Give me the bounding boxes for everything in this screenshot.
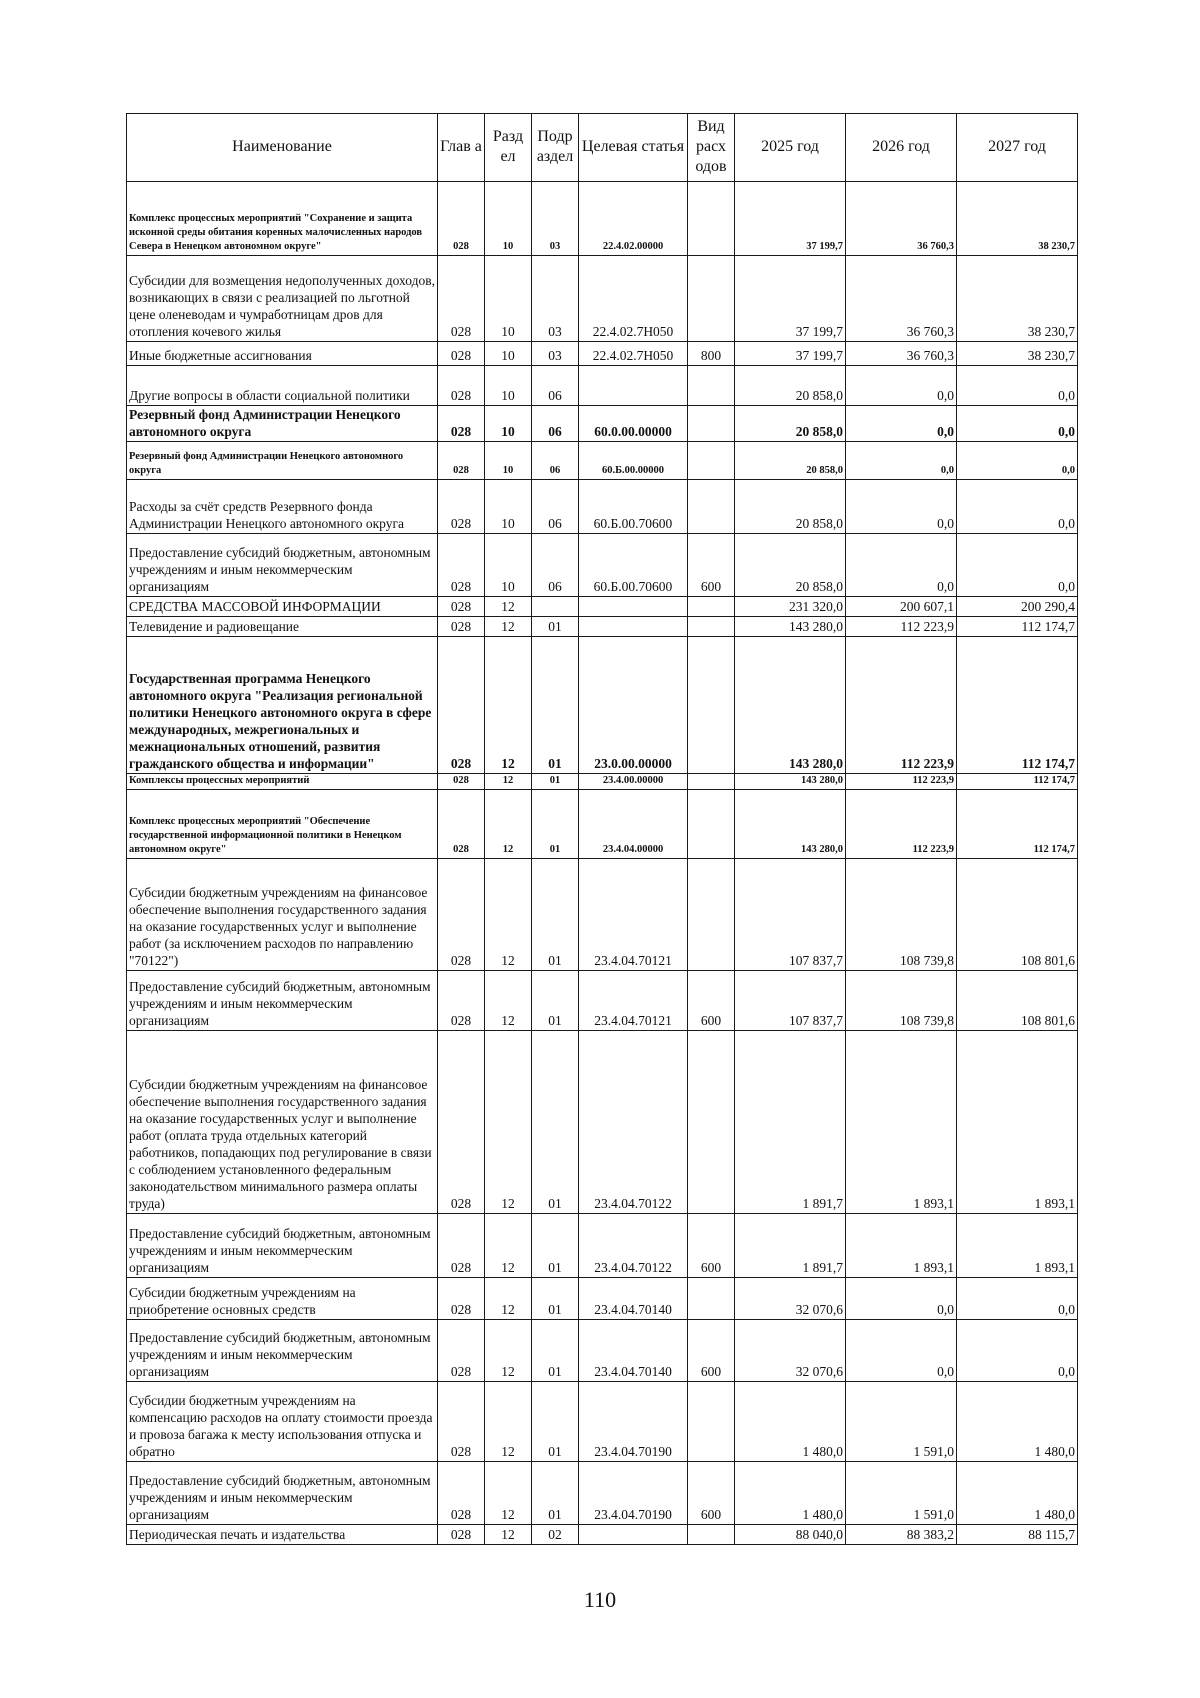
row-amount-2026: 1 893,1	[846, 1031, 957, 1214]
row-amount-2026: 1 591,0	[846, 1462, 957, 1525]
row-amount-2025: 107 837,7	[735, 971, 846, 1031]
row-amount-2027: 38 230,7	[957, 342, 1078, 366]
row-amount-2027: 108 801,6	[957, 859, 1078, 971]
row-amount-2026: 0,0	[846, 1278, 957, 1320]
row-podrazdel: 06	[532, 480, 579, 534]
row-glava: 028	[438, 442, 485, 480]
row-amount-2026: 0,0	[846, 480, 957, 534]
row-glava: 028	[438, 971, 485, 1031]
row-expense-type	[688, 442, 735, 480]
row-amount-2027: 112 174,7	[957, 774, 1078, 790]
budget-table	[126, 113, 1078, 1545]
table-row	[127, 534, 1078, 597]
row-name: Субсидии бюджетным учреждениям на приобретение основных средств	[127, 1278, 438, 1320]
table-header-row	[127, 114, 1078, 182]
row-amount-2027: 108 801,6	[957, 971, 1078, 1031]
row-amount-2025: 1 891,7	[735, 1031, 846, 1214]
row-expense-type	[688, 774, 735, 790]
table-row	[127, 1031, 1078, 1214]
page-number: 110	[583, 1587, 617, 1612]
row-amount-2025: 143 280,0	[735, 774, 846, 790]
row-amount-2025: 37 199,7	[735, 256, 846, 342]
table-row	[127, 1214, 1078, 1278]
row-podrazdel: 03	[532, 256, 579, 342]
row-glava: 028	[438, 342, 485, 366]
table-row	[127, 442, 1078, 480]
row-amount-2027: 112 174,7	[957, 617, 1078, 637]
row-glava: 028	[438, 366, 485, 406]
table-row	[127, 256, 1078, 342]
row-podrazdel: 01	[532, 859, 579, 971]
row-amount-2026: 0,0	[846, 442, 957, 480]
row-name: Субсидии бюджетным учреждениям на компенсацию расходов на оплату стоимости проезда и провоза багажа к месту использования отпуска и обратно	[127, 1382, 438, 1462]
row-amount-2027: 112 174,7	[957, 790, 1078, 859]
row-target-article: 23.4.04.70190	[579, 1462, 688, 1525]
row-glava: 028	[438, 1525, 485, 1545]
row-name: Резервный фонд Администрации Ненецкого автономного округа	[127, 442, 438, 480]
row-razdel: 12	[485, 1462, 532, 1525]
row-amount-2026: 112 223,9	[846, 774, 957, 790]
row-podrazdel: 01	[532, 1214, 579, 1278]
row-expense-type	[688, 1382, 735, 1462]
row-amount-2025: 143 280,0	[735, 790, 846, 859]
row-podrazdel: 01	[532, 637, 579, 774]
row-expense-type	[688, 182, 735, 256]
row-name: Предоставление субсидий бюджетным, автономным учреждениям и иным некоммерческим организациям	[127, 1214, 438, 1278]
row-target-article: 23.4.04.70121	[579, 859, 688, 971]
row-expense-type: 600	[688, 971, 735, 1031]
row-amount-2026: 108 739,8	[846, 971, 957, 1031]
table-row	[127, 406, 1078, 442]
row-glava: 028	[438, 790, 485, 859]
row-expense-type	[688, 859, 735, 971]
row-expense-type	[688, 1031, 735, 1214]
row-podrazdel: 01	[532, 1462, 579, 1525]
row-glava: 028	[438, 256, 485, 342]
row-amount-2027: 0,0	[957, 1278, 1078, 1320]
row-expense-type	[688, 366, 735, 406]
row-amount-2027: 1 480,0	[957, 1462, 1078, 1525]
row-amount-2026: 36 760,3	[846, 256, 957, 342]
table-row	[127, 342, 1078, 366]
row-podrazdel: 06	[532, 406, 579, 442]
row-podrazdel: 01	[532, 790, 579, 859]
row-razdel: 10	[485, 442, 532, 480]
row-podrazdel	[532, 597, 579, 617]
table-row	[127, 617, 1078, 637]
row-amount-2025: 107 837,7	[735, 859, 846, 971]
row-amount-2026: 36 760,3	[846, 342, 957, 366]
row-amount-2025: 20 858,0	[735, 406, 846, 442]
table-body	[127, 182, 1078, 1545]
row-razdel: 12	[485, 1278, 532, 1320]
row-expense-type	[688, 637, 735, 774]
row-amount-2025: 20 858,0	[735, 534, 846, 597]
row-target-article	[579, 1525, 688, 1545]
row-razdel: 10	[485, 534, 532, 597]
row-target-article: 60.0.00.00000	[579, 406, 688, 442]
row-target-article: 23.4.04.70121	[579, 971, 688, 1031]
row-amount-2026: 200 607,1	[846, 597, 957, 617]
row-razdel: 10	[485, 406, 532, 442]
row-razdel: 12	[485, 774, 532, 790]
row-expense-type	[688, 406, 735, 442]
row-glava: 028	[438, 1031, 485, 1214]
table-row	[127, 1320, 1078, 1382]
header-year-2027: 2027 год	[957, 114, 1078, 182]
row-razdel: 12	[485, 1320, 532, 1382]
row-amount-2027: 0,0	[957, 442, 1078, 480]
row-amount-2025: 20 858,0	[735, 480, 846, 534]
row-podrazdel: 01	[532, 774, 579, 790]
row-expense-type	[688, 597, 735, 617]
row-amount-2027: 1 480,0	[957, 1382, 1078, 1462]
row-target-article: 22.4.02.7Н050	[579, 256, 688, 342]
row-amount-2027: 200 290,4	[957, 597, 1078, 617]
row-glava: 028	[438, 480, 485, 534]
row-expense-type: 600	[688, 1320, 735, 1382]
row-razdel: 12	[485, 1382, 532, 1462]
row-amount-2027: 0,0	[957, 534, 1078, 597]
row-amount-2026: 0,0	[846, 366, 957, 406]
row-amount-2025: 88 040,0	[735, 1525, 846, 1545]
row-amount-2025: 37 199,7	[735, 342, 846, 366]
row-podrazdel: 03	[532, 182, 579, 256]
row-target-article: 22.4.02.00000	[579, 182, 688, 256]
row-amount-2026: 1 591,0	[846, 1382, 957, 1462]
row-razdel: 12	[485, 790, 532, 859]
row-name: Комплекс процессных мероприятий "Обеспечение государственной информационной политики в Ненецком автономном округе"	[127, 790, 438, 859]
row-amount-2027: 0,0	[957, 406, 1078, 442]
header-expense-type: Вид расх одов	[688, 114, 735, 182]
row-razdel: 12	[485, 859, 532, 971]
row-expense-type	[688, 480, 735, 534]
row-amount-2025: 20 858,0	[735, 442, 846, 480]
row-name: Комплекс процессных мероприятий "Сохранение и защита исконной среды обитания коренных малочисленных народов Севера в Ненецком автономном округе"	[127, 182, 438, 256]
row-razdel: 12	[485, 1031, 532, 1214]
row-amount-2026: 112 223,9	[846, 637, 957, 774]
row-amount-2025: 143 280,0	[735, 637, 846, 774]
row-podrazdel: 01	[532, 971, 579, 1031]
row-name: Комплексы процессных мероприятий	[127, 774, 438, 790]
row-amount-2026: 112 223,9	[846, 617, 957, 637]
row-amount-2025: 1 891,7	[735, 1214, 846, 1278]
row-podrazdel: 06	[532, 534, 579, 597]
row-amount-2026: 0,0	[846, 534, 957, 597]
row-glava: 028	[438, 1214, 485, 1278]
row-glava: 028	[438, 859, 485, 971]
row-razdel: 12	[485, 637, 532, 774]
row-expense-type	[688, 1278, 735, 1320]
row-podrazdel: 01	[532, 1031, 579, 1214]
row-amount-2025: 1 480,0	[735, 1462, 846, 1525]
row-target-article: 60.Б.00.70600	[579, 534, 688, 597]
row-target-article: 22.4.02.7Н050	[579, 342, 688, 366]
row-target-article: 23.4.04.70140	[579, 1320, 688, 1382]
row-expense-type	[688, 256, 735, 342]
row-amount-2025: 231 320,0	[735, 597, 846, 617]
row-amount-2026: 1 893,1	[846, 1214, 957, 1278]
row-name: Предоставление субсидий бюджетным, автономным учреждениям и иным некоммерческим организациям	[127, 1462, 438, 1525]
row-amount-2027: 88 115,7	[957, 1525, 1078, 1545]
table-row	[127, 637, 1078, 774]
row-glava: 028	[438, 1320, 485, 1382]
row-amount-2027: 38 230,7	[957, 256, 1078, 342]
row-target-article	[579, 366, 688, 406]
header-year-2026: 2026 год	[846, 114, 957, 182]
row-razdel: 12	[485, 1214, 532, 1278]
row-target-article: 23.0.00.00000	[579, 637, 688, 774]
table-row	[127, 971, 1078, 1031]
row-target-article: 23.4.00.00000	[579, 774, 688, 790]
row-razdel: 10	[485, 366, 532, 406]
table-row	[127, 1462, 1078, 1525]
row-amount-2025: 37 199,7	[735, 182, 846, 256]
row-amount-2025: 32 070,6	[735, 1320, 846, 1382]
table-row	[127, 1382, 1078, 1462]
table-row	[127, 859, 1078, 971]
row-amount-2026: 0,0	[846, 1320, 957, 1382]
row-target-article	[579, 597, 688, 617]
header-glava: Глав а	[438, 114, 485, 182]
row-expense-type	[688, 617, 735, 637]
row-razdel: 10	[485, 182, 532, 256]
row-name: Телевидение и радиовещание	[127, 617, 438, 637]
row-name: Иные бюджетные ассигнования	[127, 342, 438, 366]
row-name: Предоставление субсидий бюджетным, автономным учреждениям и иным некоммерческим организациям	[127, 1320, 438, 1382]
row-expense-type: 600	[688, 534, 735, 597]
table-row	[127, 1525, 1078, 1545]
row-razdel: 10	[485, 342, 532, 366]
row-amount-2027: 0,0	[957, 480, 1078, 534]
row-podrazdel: 02	[532, 1525, 579, 1545]
row-target-article: 23.4.04.70122	[579, 1214, 688, 1278]
row-expense-type: 600	[688, 1462, 735, 1525]
row-podrazdel: 03	[532, 342, 579, 366]
row-glava: 028	[438, 617, 485, 637]
row-name: Субсидии для возмещения недополученных доходов, возникающих в связи с реализацией по льготной цене оленеводам и чумработницам дров для отопления кочевого жилья	[127, 256, 438, 342]
row-glava: 028	[438, 182, 485, 256]
row-amount-2026: 36 760,3	[846, 182, 957, 256]
row-expense-type: 600	[688, 1214, 735, 1278]
row-razdel: 10	[485, 256, 532, 342]
row-target-article: 23.4.04.70190	[579, 1382, 688, 1462]
row-amount-2027: 0,0	[957, 366, 1078, 406]
row-podrazdel: 01	[532, 1278, 579, 1320]
row-target-article: 60.Б.00.00000	[579, 442, 688, 480]
header-target-article: Целевая статья	[579, 114, 688, 182]
row-target-article: 23.4.04.00000	[579, 790, 688, 859]
row-name: Государственная программа Ненецкого автономного округа "Реализация региональной политики Ненецкого автономного округа в сфере международных, межрегиональных и межнациональных отношений, развития гражданского общества и информации"	[127, 637, 438, 774]
table-row	[127, 366, 1078, 406]
row-name: Периодическая печать и издательства	[127, 1525, 438, 1545]
row-glava: 028	[438, 1462, 485, 1525]
row-expense-type	[688, 790, 735, 859]
row-name: Субсидии бюджетным учреждениям на финансовое обеспечение выполнения государственного задания на оказание государственных услуг и выполнение работ (за исключением расходов по направлению "70122")	[127, 859, 438, 971]
row-name: Предоставление субсидий бюджетным, автономным учреждениям и иным некоммерческим организациям	[127, 971, 438, 1031]
row-podrazdel: 01	[532, 617, 579, 637]
row-expense-type: 800	[688, 342, 735, 366]
row-amount-2027: 1 893,1	[957, 1214, 1078, 1278]
row-glava: 028	[438, 597, 485, 617]
row-target-article: 60.Б.00.70600	[579, 480, 688, 534]
row-glava: 028	[438, 406, 485, 442]
row-target-article: 23.4.04.70140	[579, 1278, 688, 1320]
row-podrazdel: 01	[532, 1320, 579, 1382]
header-razdel: Разд ел	[485, 114, 532, 182]
row-expense-type	[688, 1525, 735, 1545]
table-row	[127, 774, 1078, 790]
row-glava: 028	[438, 774, 485, 790]
row-amount-2026: 0,0	[846, 406, 957, 442]
row-amount-2027: 38 230,7	[957, 182, 1078, 256]
row-amount-2027: 112 174,7	[957, 637, 1078, 774]
table-row	[127, 480, 1078, 534]
row-name: Субсидии бюджетным учреждениям на финансовое обеспечение выполнения государственного задания на оказание государственных услуг и выполнение работ (оплата труда отдельных категорий работников, попадающих под регулирование в связи с соблюдением установленного федеральным законодательством минимального размера оплаты труда)	[127, 1031, 438, 1214]
row-amount-2025: 1 480,0	[735, 1382, 846, 1462]
row-name: СРЕДСТВА МАССОВОЙ ИНФОРМАЦИИ	[127, 597, 438, 617]
row-amount-2025: 20 858,0	[735, 366, 846, 406]
row-glava: 028	[438, 534, 485, 597]
row-amount-2026: 108 739,8	[846, 859, 957, 971]
row-glava: 028	[438, 1278, 485, 1320]
row-amount-2026: 88 383,2	[846, 1525, 957, 1545]
row-amount-2026: 112 223,9	[846, 790, 957, 859]
row-razdel: 12	[485, 1525, 532, 1545]
header-year-2025: 2025 год	[735, 114, 846, 182]
row-glava: 028	[438, 637, 485, 774]
row-target-article	[579, 617, 688, 637]
row-podrazdel: 06	[532, 366, 579, 406]
row-amount-2025: 143 280,0	[735, 617, 846, 637]
row-name: Резервный фонд Администрации Ненецкого автономного округа	[127, 406, 438, 442]
row-razdel: 10	[485, 480, 532, 534]
row-amount-2027: 0,0	[957, 1320, 1078, 1382]
row-podrazdel: 06	[532, 442, 579, 480]
row-razdel: 12	[485, 971, 532, 1031]
row-amount-2027: 1 893,1	[957, 1031, 1078, 1214]
table-row	[127, 182, 1078, 256]
header-name: Наименование	[127, 114, 438, 182]
row-name: Предоставление субсидий бюджетным, автономным учреждениям и иным некоммерческим организациям	[127, 534, 438, 597]
row-glava: 028	[438, 1382, 485, 1462]
table-row	[127, 597, 1078, 617]
row-amount-2025: 32 070,6	[735, 1278, 846, 1320]
row-razdel: 12	[485, 617, 532, 637]
row-name: Другие вопросы в области социальной политики	[127, 366, 438, 406]
row-name: Расходы за счёт средств Резервного фонда Администрации Ненецкого автономного округа	[127, 480, 438, 534]
row-target-article: 23.4.04.70122	[579, 1031, 688, 1214]
header-podrazdel: Подр аздел	[532, 114, 579, 182]
row-razdel: 12	[485, 597, 532, 617]
table-row	[127, 1278, 1078, 1320]
table-row	[127, 790, 1078, 859]
row-podrazdel: 01	[532, 1382, 579, 1462]
